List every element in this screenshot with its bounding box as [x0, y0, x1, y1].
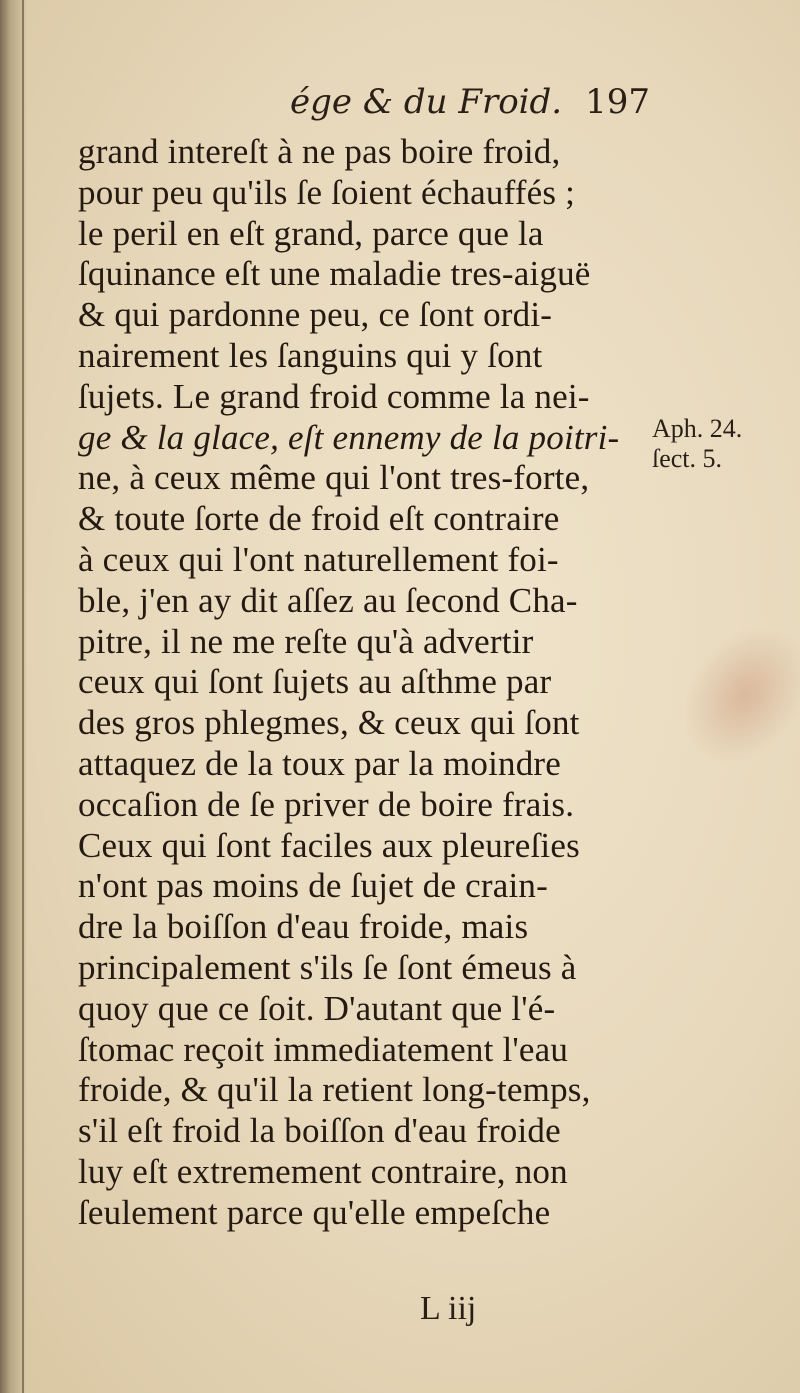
text-line: ble, j'en ay dit aſſez au ſecond Cha- [78, 580, 578, 620]
text-line: quoy que ce ſoit. D'autant que l'é- [78, 988, 556, 1028]
paper-stain [657, 602, 800, 788]
text-line: ſeulement parce qu'elle empeſche [78, 1192, 551, 1232]
text-line: ſujets. Le grand froid comme la nei- [78, 376, 590, 416]
text-line: & toute ſorte de froid eſt contraire [78, 499, 560, 539]
text-line: n'ont pas moins de ſujet de crain- [78, 866, 548, 906]
text-line: le peril en eſt grand, parce que la [78, 213, 544, 253]
text-line: grand intereſt à ne pas boire froid, [78, 132, 561, 171]
marginal-note-line: ſect. 5. [652, 444, 723, 473]
text-line: luy eſt extremement contraire, non [78, 1151, 568, 1191]
text-line: s'il eſt froid la boiſſon d'eau froide [78, 1111, 561, 1151]
text-line: dre la boiſſon d'eau froide, mais [78, 907, 529, 947]
text-line: froide, & qu'il la retient long-temps, [78, 1070, 591, 1110]
text-line: principalement s'ils ſe ſont émeus à [78, 947, 577, 987]
text-line: nairement les ſanguins qui y ſont [78, 335, 543, 375]
text-line: pour peu qu'ils ſe ſoient échauffés ; [78, 172, 576, 212]
text-line: attaquez de la toux par la moindre [78, 743, 561, 783]
page-header [290, 82, 650, 126]
signature-mark: L iij [420, 1290, 477, 1327]
text-line: ſquinance eſt une maladie tres-aiguë [78, 254, 591, 294]
text-line: occaſion de ſe priver de boire frais. [78, 784, 575, 824]
body-text [78, 132, 650, 1234]
binding-edge-line [22, 0, 24, 1393]
text-line: à ceux qui l'ont naturellement foi- [78, 539, 559, 579]
text-line: Ceux qui ſont faciles aux pleureſies [78, 825, 580, 865]
marginal-note-line: Aph. 24. [652, 414, 743, 443]
running-title: ége & du Froid. [290, 82, 563, 122]
text-line: pitre, il ne me reſte qu'à advertir [78, 621, 534, 661]
text-line: ne, à ceux même qui l'ont tres-forte, [78, 458, 590, 498]
text-line: & qui pardonne peu, ce ſont ordi- [78, 295, 553, 335]
text-line: des gros phlegmes, & ceux qui ſont [78, 703, 580, 743]
text-line: ſtomac reçoit immediatement l'eau [78, 1029, 569, 1069]
page-number: 197 [585, 82, 650, 122]
text-line: ceux qui ſont ſujets au aſthme par [78, 662, 552, 702]
marginal-note [652, 414, 792, 474]
text-line: ge & la glace, eſt ennemy de la poitri- [78, 417, 620, 457]
